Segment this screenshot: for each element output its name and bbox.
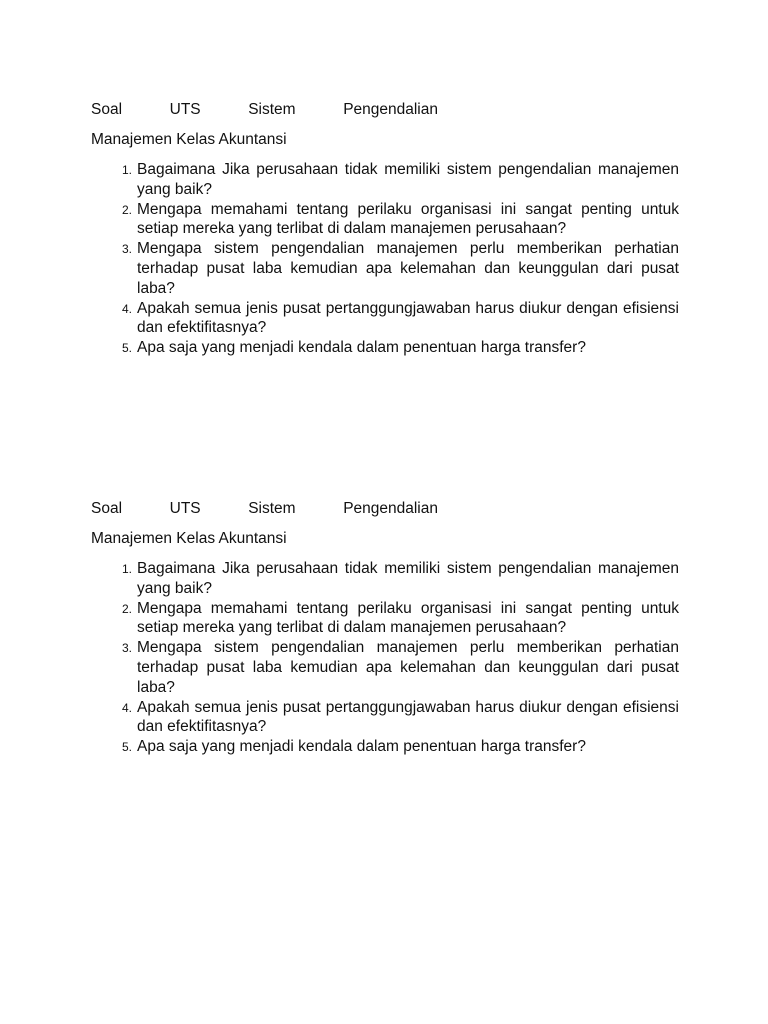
question-item <box>91 599 679 639</box>
question-item <box>91 200 679 240</box>
exam-block-2 <box>91 499 679 757</box>
question-text: Apakah semua jenis pusat pertanggungjawaban harus diukur dengan efisiensi dan efektifitasnya? <box>137 299 679 337</box>
question-item <box>91 737 679 757</box>
question-item <box>91 160 679 200</box>
question-number: 1. <box>121 163 132 177</box>
question-text: Apa saja yang menjadi kendala dalam penentuan harga transfer? <box>137 339 586 357</box>
title-word: Pengendalian <box>343 500 438 517</box>
question-item <box>91 638 679 697</box>
exam-block-1 <box>91 100 679 358</box>
question-item <box>91 299 679 339</box>
question-item <box>91 698 679 738</box>
question-number: 5. <box>121 341 132 356</box>
question-text: Mengapa memahami tentang perilaku organisasi ini sangat penting untuk setiap mereka yang terlibat di dalam manajemen perusahaan? <box>137 599 679 637</box>
title-word: UTS <box>169 101 201 118</box>
title-word: Pengendalian <box>343 101 438 118</box>
title-word: UTS <box>169 500 201 517</box>
question-number: 4. <box>121 700 132 715</box>
question-number: 3. <box>121 242 132 257</box>
exam-subtitle: Manajemen Kelas Akuntansi <box>91 131 287 148</box>
title-word: Soal <box>91 500 123 517</box>
question-number: 2. <box>121 202 132 217</box>
exam-title <box>91 100 438 120</box>
question-text: Mengapa sistem pengendalian manajemen perlu memberikan perhatian terhadap pusat laba kemudian apa kelemahan dan keunggulan dari pusat laba? <box>137 639 679 696</box>
exam-subtitle: Manajemen Kelas Akuntansi <box>91 530 287 547</box>
question-text: Apa saja yang menjadi kendala dalam penentuan harga transfer? <box>137 738 586 756</box>
question-number: 5. <box>121 740 132 755</box>
question-text: Mengapa memahami tentang perilaku organisasi ini sangat penting untuk setiap mereka yang terlibat di dalam manajemen perusahaan? <box>137 200 679 238</box>
question-list <box>91 160 679 358</box>
question-number: 4. <box>121 301 132 316</box>
question-number: 3. <box>121 641 132 656</box>
title-word: Sistem <box>248 500 296 517</box>
exam-title <box>91 499 438 519</box>
question-number: 1. <box>121 562 132 576</box>
question-item <box>91 338 679 358</box>
question-item <box>91 559 679 599</box>
question-text: Mengapa sistem pengendalian manajemen perlu memberikan perhatian terhadap pusat laba kemudian apa kelemahan dan keunggulan dari pusat laba? <box>137 240 679 297</box>
question-list <box>91 559 679 757</box>
question-number: 2. <box>121 601 132 616</box>
question-text: Bagaimana Jika perusahaan tidak memiliki sistem pengendalian manajemen yang baik? <box>137 560 679 597</box>
question-item <box>91 239 679 298</box>
question-text: Apakah semua jenis pusat pertanggungjawaban harus diukur dengan efisiensi dan efektifitasnya? <box>137 698 679 736</box>
title-word: Soal <box>91 101 123 118</box>
question-text: Bagaimana Jika perusahaan tidak memiliki sistem pengendalian manajemen yang baik? <box>137 161 679 198</box>
title-word: Sistem <box>248 101 296 118</box>
